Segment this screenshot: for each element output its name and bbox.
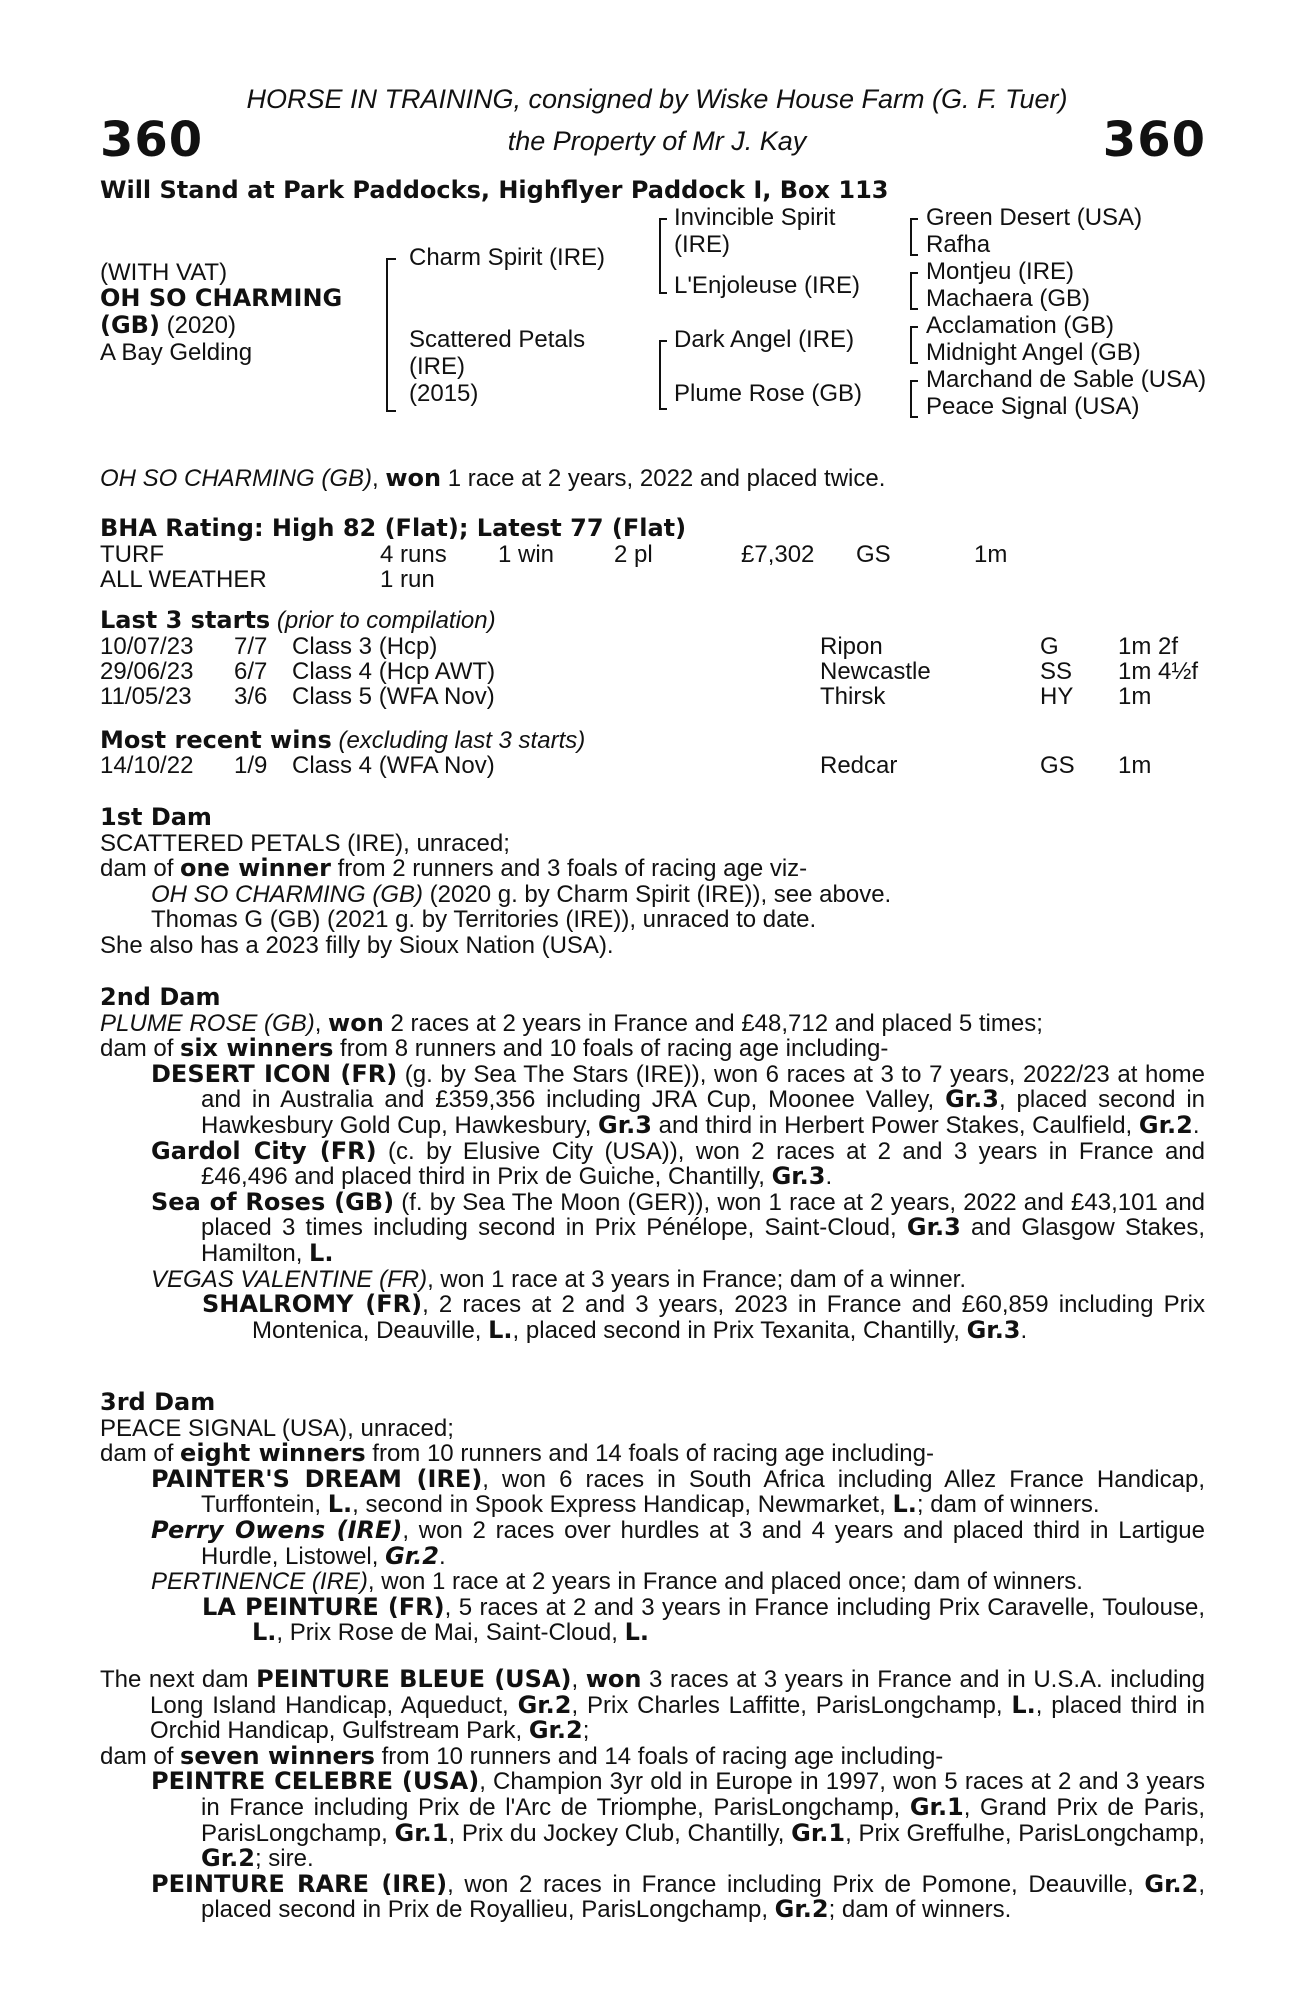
t: Gr.2 [201, 1844, 255, 1873]
start-going: SS [1040, 658, 1073, 685]
third-dam-line2 [100, 1441, 1205, 1467]
produce-entry [100, 1464, 1205, 1519]
t: PAINTER'S DREAM (IRE) [151, 1464, 483, 1493]
vat-note: (WITH VAT) [100, 259, 228, 286]
t: one winner [180, 854, 331, 883]
t: ; dam of winners. [916, 1491, 1100, 1519]
start-distance: 1m 4½f [1118, 658, 1199, 685]
t: , Prix Charles Laffitte, ParisLongchamp, [571, 1691, 1012, 1719]
t: won [328, 1008, 384, 1037]
t: . [439, 1542, 446, 1570]
t: , Champion 3yr old in Europe in 1997, won 5 races at 2 and 3 years in France including Prix de l'Arc de Triomphe, ParisLongchamp, [201, 1768, 1206, 1821]
t: 2 races at 2 years in France and £48,712 and placed 5 times; [383, 1009, 1043, 1037]
summary-won: won [385, 464, 442, 492]
rating-placed: 2 pl [614, 541, 653, 568]
dam-sire: Dark Angel (IRE) [674, 326, 855, 353]
t: Sea of Roses (GB) [151, 1187, 395, 1216]
last3-title [100, 608, 496, 634]
t: , placed second in Prix Texanita, Chantilly, [512, 1316, 967, 1344]
first-dam-line2 [100, 856, 1205, 882]
start-position: 7/7 [234, 633, 268, 660]
t: Gr.2 [385, 1541, 440, 1570]
first-dam-section [100, 805, 1205, 959]
pedigree-bracket-ds [910, 326, 918, 364]
sire: Charm Spirit (IRE) [409, 244, 606, 271]
t: Gr.1 [909, 1792, 964, 1821]
horse-name: OH SO CHARMING [100, 284, 343, 312]
t: , won 2 races over hurdles at 3 and 4 years and placed third in Lartigue Hurdle, Listowel, [201, 1516, 1205, 1570]
win-distance: 1m [1118, 752, 1152, 779]
sire-dam-sire: Montjeu (IRE) [926, 258, 1075, 285]
t: L. [309, 1238, 334, 1267]
t: , placed second in Hawkesbury Gold Cup, Hawkesbury, [201, 1086, 1206, 1139]
sire-dam: L'Enjoleuse (IRE) [674, 272, 860, 299]
recent-heading: Most recent wins [100, 726, 332, 754]
property-line: the Property of Mr J. Kay [507, 126, 807, 156]
pedigree-bracket-main [386, 258, 396, 412]
t: (g. by Sea The Stars (IRE)), won 6 races at 3 to 7 years, 2022/23 at home and in Australia and £359,356 including JRA Cup, Moonee Valley, [201, 1060, 1206, 1114]
first-dam-line5: She also has a 2023 filly by Sioux Nation (USA). [100, 931, 614, 959]
t: PERTINENCE (IRE) [151, 1568, 368, 1596]
t: The next dam [100, 1666, 257, 1693]
t: , won 2 races in France including Prix de Pomone, Deauville, [447, 1870, 1145, 1898]
t: , Prix Greffulhe, ParisLongchamp, [845, 1819, 1205, 1847]
start-distance: 1m 2f [1118, 633, 1179, 660]
produce-entry [100, 1569, 1205, 1595]
t: L. [488, 1315, 513, 1344]
t: PEINTURE BLEUE (USA) [256, 1665, 572, 1693]
horse-description: A Bay Gelding [100, 339, 253, 366]
t: , placed second in Prix de Royallieu, ParisLongchamp, [201, 1870, 1205, 1924]
start-position: 3/6 [234, 683, 268, 710]
rating-title: BHA Rating: High 82 (Flat); Latest 77 (Flat) [100, 514, 687, 542]
t: Gr.1 [394, 1818, 449, 1847]
produce-entry [100, 1136, 1206, 1191]
first-dam-title: 1st Dam [100, 803, 212, 831]
t: (f. by Sea The Moon (GER)), won 1 race at 2 years, 2022 and £43,101 and placed 3 times including second in Prix Pénélope, Saint-Cloud, [201, 1188, 1206, 1242]
sire-sire-line1: Invincible Spirit [674, 204, 836, 231]
rating-prize: £7,302 [741, 541, 815, 568]
t: OH SO CHARMING (GB) [151, 880, 424, 908]
produce-entry [100, 1869, 1205, 1924]
third-dam-title: 3rd Dam [100, 1388, 216, 1416]
dam-sire-dam: Midnight Angel (GB) [926, 339, 1141, 366]
pedigree-bracket-dam [659, 340, 667, 410]
t: , Prix du Jockey Club, Chantilly, [448, 1819, 792, 1847]
rating-wins: 1 win [498, 541, 555, 568]
start-class: Class 3 (Hcp) [292, 633, 438, 660]
t: LA PEINTURE (FR) [202, 1592, 445, 1621]
t: Gr.3 [598, 1110, 652, 1139]
t: (c. by Elusive City (USA)), won 2 races at 2 and 3 years in France and £46,496 and placed third in Prix de Guiche, Chantilly, [201, 1137, 1206, 1191]
t: Perry Owens (IRE) [151, 1515, 403, 1544]
recent-title [100, 728, 585, 754]
t: , 2 races at 2 and 3 years, 2023 in France and £60,859 including Prix Montenica, Deauville, [252, 1291, 1205, 1344]
start-distance: 1m [1118, 683, 1152, 710]
second-dam-line2 [100, 1036, 1205, 1062]
t: . [1192, 1111, 1200, 1139]
t: (2020 g. by Charm Spirit (IRE)), see above. [423, 880, 892, 908]
first-dam-line1: SCATTERED PETALS (IRE), unraced; [100, 829, 510, 857]
sire-sire-dam: Rafha [926, 231, 991, 258]
start-course: Ripon [820, 633, 883, 660]
horse-country: (GB) [100, 311, 160, 339]
t: dam of [100, 1035, 181, 1063]
t: L. [624, 1618, 649, 1647]
third-dam-line1: PEACE SIGNAL (USA), unraced; [100, 1414, 454, 1442]
t: ; sire. [254, 1845, 314, 1873]
t: , Prix Rose de Mai, Saint-Cloud, [276, 1619, 625, 1647]
sire-sire-line2: (IRE) [674, 231, 730, 258]
third-dam-section [100, 1390, 1205, 1646]
next-dam-line2 [100, 1741, 1205, 1770]
dam-line2: (IRE) [409, 353, 465, 380]
dam-line3: (2015) [409, 380, 479, 407]
t: dam of [100, 1742, 181, 1770]
rating-distance: 1m [974, 541, 1008, 568]
produce-entry [100, 1187, 1206, 1267]
lot-number-right: 360 [1102, 112, 1206, 168]
t: and Glasgow Stakes, Hamilton, [201, 1214, 1205, 1267]
win-course: Redcar [820, 752, 898, 779]
t: six winners [180, 1034, 334, 1063]
t: , [314, 1009, 329, 1037]
sire-sire-sire: Green Desert (USA) [926, 204, 1143, 231]
t: L. [252, 1618, 277, 1647]
produce-entry [100, 1515, 1205, 1570]
t: , Grand Prix de Paris, ParisLongchamp, [201, 1793, 1205, 1847]
start-date: 10/07/23 [100, 633, 194, 660]
t: DESERT ICON (FR) [151, 1059, 398, 1088]
recent-note: (excluding last 3 starts) [331, 727, 586, 754]
t: , won 6 races in South Africa including Allez France Handicap, Turffontein, [201, 1465, 1205, 1519]
t: Gr.3 [906, 1213, 961, 1242]
last3-heading: Last 3 starts [100, 606, 271, 634]
t: Gr.3 [771, 1162, 826, 1191]
last3-note: (prior to compilation) [270, 607, 496, 634]
t: L. [1011, 1690, 1036, 1719]
t: won [585, 1665, 642, 1693]
rating-runs: 1 run [380, 566, 435, 593]
t: , second in Spook Express Handicap, Newmarket, [352, 1491, 893, 1519]
win-going: GS [1040, 752, 1075, 779]
t: Gr.2 [517, 1690, 572, 1719]
consignor-line: HORSE IN TRAINING, consigned by Wiske House Farm (G. F. Tuer) [246, 84, 1068, 114]
t: Gr.2 [1138, 1110, 1193, 1139]
t: eight winners [180, 1439, 366, 1468]
summary-sep: , [372, 465, 386, 492]
second-dam-section [100, 985, 1205, 1343]
t: L. [327, 1490, 353, 1519]
produce-entry-2nd-gen [100, 1292, 1205, 1343]
t: ; dam of winners. [828, 1896, 1012, 1924]
start-going: HY [1040, 683, 1074, 710]
t: Gr.3 [945, 1085, 999, 1114]
pedigree-bracket-sire [659, 218, 667, 294]
t: dam of [100, 1440, 181, 1468]
win-position: 1/9 [234, 752, 268, 779]
win-date: 14/10/22 [100, 752, 194, 779]
t: Gr.2 [774, 1895, 829, 1924]
t: , won 1 race at 3 years in France; dam of a winner. [427, 1265, 966, 1293]
produce-entry-2nd-gen [100, 1592, 1205, 1647]
summary-horse-name: OH SO CHARMING (GB) [100, 465, 373, 492]
t: from 8 runners and 10 foals of racing age including- [333, 1035, 889, 1063]
pedigree-bracket-dd [910, 380, 918, 418]
race-summary [100, 466, 885, 492]
t: , [571, 1666, 586, 1693]
t: SHALROMY (FR) [202, 1290, 423, 1319]
dam-line1: Scattered Petals [409, 326, 586, 353]
horse-foaled-year: (2020) [159, 312, 236, 339]
t: PLUME ROSE (GB) [100, 1009, 315, 1037]
produce-entry [100, 1267, 1205, 1293]
t: . [1020, 1316, 1028, 1344]
t: from 10 runners and 14 foals of racing age including- [365, 1440, 934, 1468]
start-class: Class 4 (Hcp AWT) [292, 658, 496, 685]
start-position: 6/7 [234, 658, 268, 685]
lot-number-left: 360 [100, 112, 204, 168]
pedigree-bracket-ss [910, 218, 918, 256]
t: , placed third in Orchid Handicap, Gulfstream Park, [150, 1691, 1206, 1745]
t: dam of [100, 855, 181, 883]
t: PEINTRE CELEBRE (USA) [151, 1767, 480, 1796]
rating-going: GS [856, 541, 891, 568]
second-dam-title: 2nd Dam [100, 983, 221, 1011]
t: from 2 runners and 3 foals of racing age viz- [330, 855, 808, 883]
horse-origin-year [100, 313, 236, 339]
t: VEGAS VALENTINE (FR) [151, 1265, 428, 1293]
next-dam-section [100, 1667, 1205, 1923]
start-going: G [1040, 633, 1059, 660]
start-date: 11/05/23 [100, 683, 192, 710]
dam-sire-sire: Acclamation (GB) [926, 312, 1115, 339]
t: Gr.1 [791, 1818, 846, 1847]
produce-entry [100, 1769, 1205, 1871]
produce-entry [100, 1059, 1206, 1139]
win-class: Class 4 (WFA Nov) [292, 752, 495, 779]
t: Gr.2 [1144, 1869, 1199, 1898]
t: Gr.3 [966, 1315, 1021, 1344]
first-dam-foal2: Thomas G (GB) (2021 g. by Territories (IRE)), unraced to date. [151, 906, 817, 934]
t: ; [582, 1717, 590, 1745]
rating-surface: TURF [100, 541, 164, 568]
start-course: Newcastle [820, 658, 931, 685]
rating-runs: 4 runs [380, 541, 447, 568]
t: L. [892, 1490, 917, 1519]
t: Gardol City (FR) [151, 1136, 377, 1165]
next-dam-line1 [100, 1667, 1205, 1744]
t: Gr.2 [528, 1716, 583, 1745]
stand-location: Will Stand at Park Paddocks, Highflyer Paddock I, Box 113 [100, 176, 889, 204]
summary-rest: 1 race at 2 years, 2022 and placed twice. [441, 465, 886, 492]
first-dam-foal1 [100, 882, 1205, 908]
start-class: Class 5 (WFA Nov) [292, 683, 495, 710]
t: 3 races at 3 years in France and in U.S.A. including Long Island Handicap, Aqueduct, [150, 1666, 1205, 1719]
sire-dam-dam: Machaera (GB) [926, 285, 1091, 312]
second-dam-line1 [100, 1008, 1205, 1037]
t: and third in Herbert Power Stakes, Caulfield, [651, 1111, 1139, 1139]
pedigree-bracket-sd [910, 272, 918, 310]
rating-surface: ALL WEATHER [100, 566, 267, 593]
t: , 5 races at 2 and 3 years in France including Prix Caravelle, Toulouse, [444, 1593, 1205, 1621]
dam-dam-dam: Peace Signal (USA) [926, 393, 1140, 420]
start-course: Thirsk [820, 683, 886, 710]
t: seven winners [180, 1741, 375, 1770]
t: , won 1 race at 2 years in France and placed once; dam of winners. [367, 1568, 1083, 1596]
start-date: 29/06/23 [100, 658, 194, 685]
t: PEINTURE RARE (IRE) [151, 1869, 448, 1898]
dam-dam-sire: Marchand de Sable (USA) [926, 366, 1207, 393]
dam-dam: Plume Rose (GB) [674, 380, 863, 407]
t: . [825, 1163, 833, 1191]
t: from 10 runners and 14 foals of racing age including- [374, 1742, 944, 1770]
